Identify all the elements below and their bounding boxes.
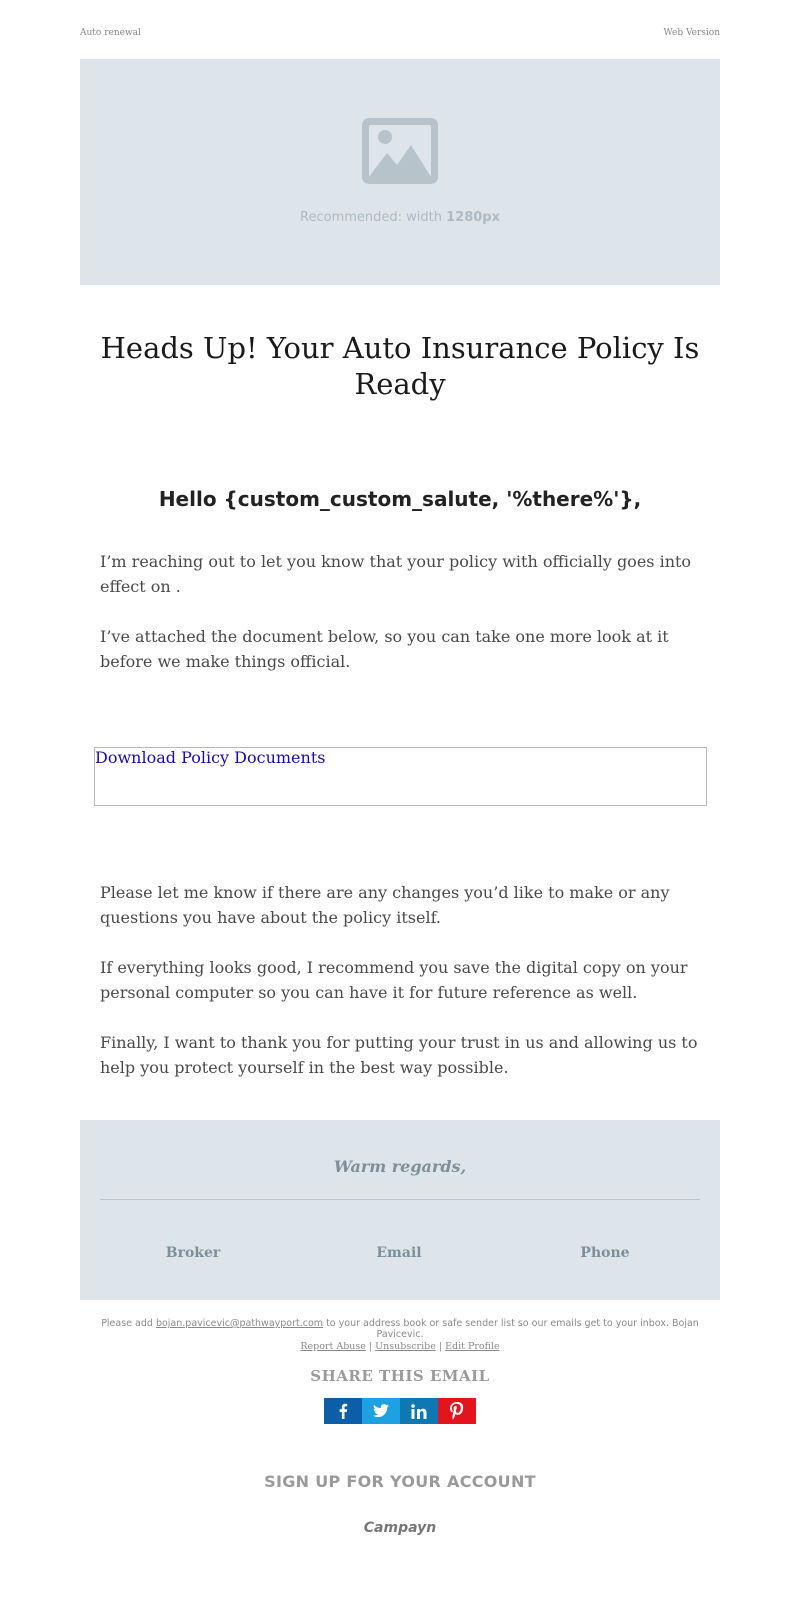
phone-label: Phone <box>580 1245 630 1261</box>
unsubscribe-link[interactable]: Unsubscribe <box>375 1341 436 1352</box>
separator: | <box>435 1341 446 1352</box>
footer-note-prefix: Please add <box>101 1318 156 1329</box>
linkedin-icon <box>411 1404 427 1419</box>
sign-off: Warm regards, <box>333 1157 467 1176</box>
email-label: Email <box>376 1245 422 1261</box>
body-paragraph: If everything looks good, I recommend you save the digital copy on your personal computer so you can have it for future reference as well. <box>100 958 688 1002</box>
broker-label: Broker <box>165 1245 221 1261</box>
report-abuse-link[interactable]: Report Abuse <box>300 1341 366 1352</box>
sender-email-link[interactable]: bojan.pavicevic@pathwayport.com <box>155 1318 324 1329</box>
edit-profile-link[interactable]: Edit Profile <box>445 1341 500 1352</box>
signup-link[interactable]: SIGN UP FOR YOUR ACCOUNT <box>264 1472 536 1491</box>
image-placeholder-icon <box>360 116 440 186</box>
body-paragraph: I’ve attached the document below, so you can take one more look at it before we make things official. <box>100 627 669 671</box>
footer-note <box>80 1318 720 1340</box>
share-title: SHARE THIS EMAIL <box>310 1367 490 1385</box>
twitter-icon <box>373 1404 389 1418</box>
web-version-link[interactable]: Web Version <box>663 28 720 38</box>
hero-caption-prefix: Recommended: width <box>300 210 447 225</box>
footer-note-suffix: to your address book or safe sender list so our emails get to your inbox. Bojan Pavicevic. <box>323 1318 699 1340</box>
divider <box>100 1199 700 1200</box>
linkedin-share-button[interactable] <box>400 1398 438 1424</box>
hero-image-placeholder <box>80 59 720 285</box>
share-buttons <box>324 1398 476 1424</box>
hero-caption <box>80 210 720 225</box>
brand-logo[interactable]: Campayn <box>363 1520 437 1536</box>
footer-links <box>80 1341 720 1352</box>
headline: Heads Up! Your Auto Insurance Policy Is Ready <box>100 331 700 401</box>
pinterest-share-button[interactable] <box>438 1398 476 1424</box>
signature-block <box>80 1120 720 1300</box>
download-policy-link[interactable]: Download Policy Documents <box>95 748 326 767</box>
pinterest-icon <box>450 1402 464 1420</box>
download-button[interactable] <box>94 747 707 806</box>
body-paragraph: Finally, I want to thank you for putting your trust in us and allowing us to help you protect yourself in the best way possible. <box>100 1033 698 1077</box>
twitter-share-button[interactable] <box>362 1398 400 1424</box>
facebook-icon <box>336 1403 350 1419</box>
body-paragraph: I’m reaching out to let you know that your policy with officially goes into effect on . <box>100 552 692 596</box>
greeting: Hello {custom_custom_salute, '%there%'}, <box>158 487 642 511</box>
facebook-share-button[interactable] <box>324 1398 362 1424</box>
preheader-label: Auto renewal <box>80 28 141 38</box>
separator: | <box>365 1341 376 1352</box>
hero-caption-size: 1280px <box>446 210 500 225</box>
body-paragraph: Please let me know if there are any changes you’d like to make or any questions you have about the policy itself. <box>100 883 670 927</box>
preheader <box>80 28 720 38</box>
